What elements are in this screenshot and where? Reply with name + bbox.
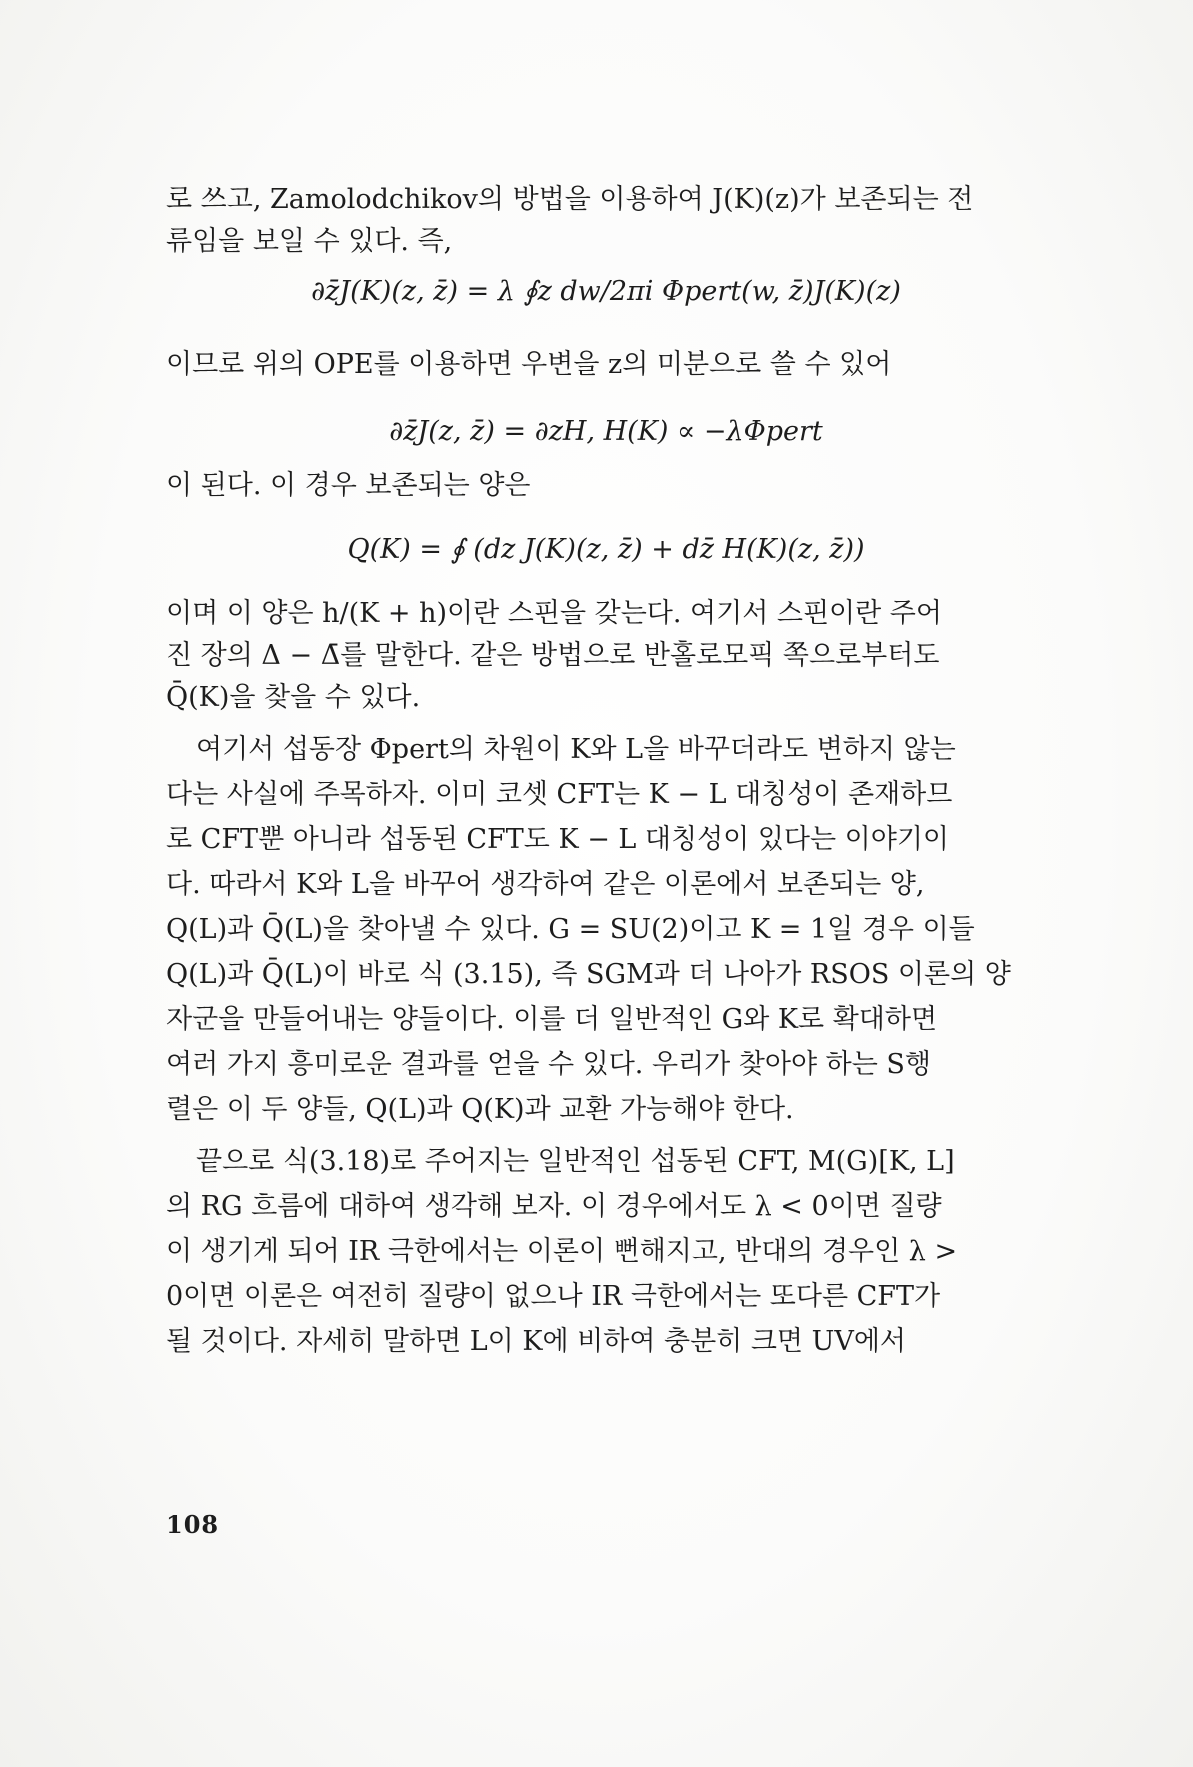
text-line-1: 로 쓰고, Zamolodchikov의 방법을 이용하여 J(K)(z)가 보존되는 전 [166,184,974,215]
text-line-21: 될 것이다. 자세히 말하면 L이 K에 비하여 충분히 크면 UV에서 [166,1326,906,1357]
text-line-12: Q(L)과 Q̄(L)을 찾아낼 수 있다. G = SU(2)이고 K = 1일 경우 이들 [166,914,975,945]
text-line-14: 자군을 만들어내는 양들이다. 이를 더 일반적인 G와 K로 확대하면 [166,1004,938,1035]
text-line-15: 여러 가지 흥미로운 결과를 얻을 수 있다. 우리가 찾아야 하는 S행 [166,1049,931,1080]
text-line-19: 이 생기게 되어 IR 극한에서는 이론이 뻔해지고, 반대의 경우인 λ > [166,1236,958,1267]
text-line-7: Q̄(K)을 찾을 수 있다. [166,682,421,713]
equation-1: ∂z̄J(K)(z, z̄) = λ ∮z dw/2πi Φpert(w, z̄)J(K)(z) [311,276,901,307]
text-line-20: 0이면 이론은 여전히 질량이 없으나 IR 극한에서는 또다른 CFT가 [166,1281,941,1312]
text-line-13: Q(L)과 Q̄(L)이 바로 식 (3.15), 즉 SGM과 더 나아가 RSOS 이론의 양 [166,959,1011,990]
equation-3: Q(K) = ∮ (dz J(K)(z, z̄) + dz̄ H(K)(z, z̄)) [347,534,865,565]
text-line-5: 이며 이 양은 h/(K + h)이란 스핀을 갖는다. 여기서 스핀이란 주어 [166,598,942,629]
text-line-6: 진 장의 Δ − Δ̄를 말한다. 같은 방법으로 반홀로모픽 쪽으로부터도 [166,640,940,671]
text-line-8: 여기서 섭동장 Φpert의 차원이 K와 L을 바꾸더라도 변하지 않는 [196,734,956,765]
text-line-9: 다는 사실에 주목하자. 이미 코셋 CFT는 K − L 대칭성이 존재하므 [166,779,953,810]
text-line-18: 의 RG 흐름에 대하여 생각해 보자. 이 경우에서도 λ < 0이면 질량 [166,1191,942,1222]
text-line-3: 이므로 위의 OPE를 이용하면 우변을 z의 미분으로 쓸 수 있어 [166,349,892,380]
text-line-17: 끝으로 식(3.18)로 주어지는 일반적인 섭동된 CFT, M(G)[K, L] [196,1146,955,1177]
page-number: 108 [166,1510,220,1539]
text-line-2: 류임을 보일 수 있다. 즉, [166,226,453,257]
text-line-16: 렬은 이 두 양들, Q(L)과 Q(K)과 교환 가능해야 한다. [166,1094,794,1125]
text-line-4: 이 된다. 이 경우 보존되는 양은 [166,470,531,501]
text-line-10: 로 CFT뿐 아니라 섭동된 CFT도 K − L 대칭성이 있다는 이야기이 [166,824,949,855]
equation-2: ∂z̄J(z, z̄) = ∂zH, H(K) ∝ −λΦpert [389,416,823,447]
text-line-11: 다. 따라서 K와 L을 바꾸어 생각하여 같은 이론에서 보존되는 양, [166,869,925,900]
